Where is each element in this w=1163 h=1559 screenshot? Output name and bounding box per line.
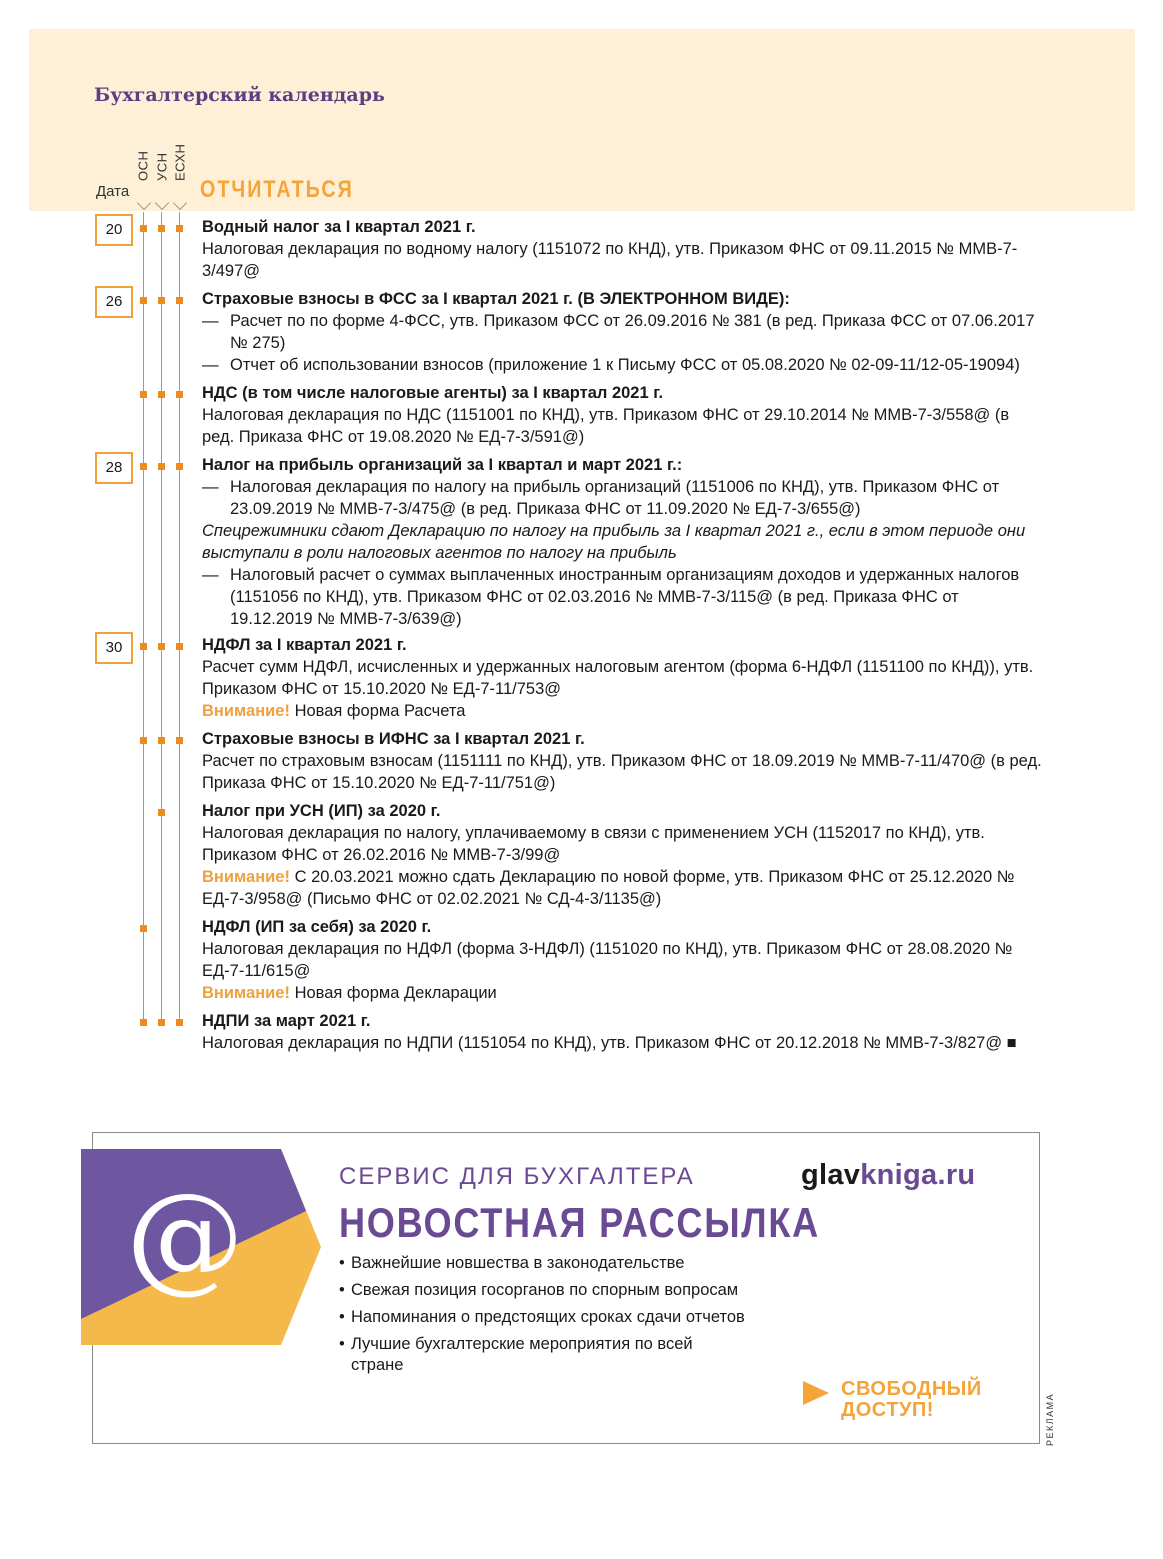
- entry-text: Налоговая декларация по водному налогу (1151072 по КНД), утв. Приказом ФНС от 09.11.2015 № ММВ-7-3/497@: [202, 240, 1018, 280]
- ad-site-link[interactable]: glavkniga.ru: [801, 1159, 976, 1191]
- date-column-header: Дата: [96, 183, 130, 200]
- regime-marker: [158, 225, 165, 232]
- date-box: 26: [95, 286, 133, 318]
- report-heading: ОТЧИТАТЬСЯ: [200, 176, 354, 203]
- entry-list-item: — Налоговая декларация по налогу на прибыль организаций (1151006 по КНД), утв. Приказом ФНС от 23.09.2019 № ММВ-7-3/475@ (в ред. Приказа ФНС от 11.09.2020 № ЕД-7-3/655@): [202, 476, 1042, 520]
- column-line: [179, 212, 180, 1025]
- entry-list-item: — Расчет по по форме 4-ФСС, утв. Приказом ФСС от 26.09.2016 № 381 (в ред. Приказа ФСС от 07.06.2017 № 275): [202, 310, 1042, 354]
- list-item: • Свежая позиция госорганов по спорным вопросам: [339, 1280, 749, 1301]
- regime-marker: [176, 1019, 183, 1026]
- ad-title: НОВОСТНАЯ РАССЫЛКА: [339, 1199, 820, 1246]
- warning-label: Внимание!: [202, 984, 290, 1002]
- regime-marker: [176, 463, 183, 470]
- entry-usn-ip: [202, 800, 1042, 910]
- entry-title: Водный налог за I квартал 2021 г.: [202, 218, 476, 236]
- entry-list-item: — Налоговый расчет о суммах выплаченных иностранным организациям доходов и удержанных налогов (1151056 по КНД), утв. Приказом ФНС от 02.03.2016 № ММВ-7-3/115@ (в ред. Приказа ФНС от 19.12.2019 № ММВ-7-3/639@): [202, 564, 1042, 630]
- regime-marker: [158, 809, 165, 816]
- regime-marker: [140, 737, 147, 744]
- ad-service-label: СЕРВИС ДЛЯ БУХГАЛТЕРА: [339, 1163, 695, 1190]
- regime-marker: [176, 737, 183, 744]
- ad-benefits-list: [339, 1253, 749, 1382]
- entry-title: НДФЛ (ИП за себя) за 2020 г.: [202, 918, 432, 936]
- entry-title: НДФЛ за I квартал 2021 г.: [202, 636, 407, 654]
- regime-marker: [140, 463, 147, 470]
- entry-list-item: — Отчет об использовании взносов (приложение 1 к Письму ФСС от 05.08.2020 № 02-09-11/12-05-19094): [202, 354, 1042, 376]
- regime-marker: [176, 643, 183, 650]
- entry-text: Налоговая декларация по налогу, уплачиваемому в связи с применением УСН (1152017 по КНД), утв. Приказом ФНС от 26.02.2016 № ММВ-7-3/99@: [202, 824, 985, 864]
- regime-marker: [158, 643, 165, 650]
- regime-marker: [140, 225, 147, 232]
- regime-marker: [140, 391, 147, 398]
- regime-marker: [140, 1019, 147, 1026]
- list-item: • Важнейшие новшества в законодательстве: [339, 1253, 749, 1274]
- entry-text: Налоговая декларация по НДФЛ (форма 3-НДФЛ) (1151020 по КНД), утв. Приказом ФНС от 28.08.2020 № ЕД-7-11/615@: [202, 940, 1013, 980]
- ad-disclaimer-label: РЕКЛАМА: [1045, 1392, 1055, 1446]
- warning-text: Новая форма Декларации: [289, 984, 497, 1002]
- regime-header-eshn: ЕСХН: [172, 143, 187, 181]
- regime-header-usn: УСН: [154, 152, 169, 181]
- regime-marker: [140, 925, 147, 932]
- date-box: 30: [95, 632, 133, 664]
- regime-marker: [176, 297, 183, 304]
- list-item: • Лучшие бухгалтерские мероприятия по всей стране: [339, 1334, 749, 1376]
- entry-ndfl-ip: [202, 916, 1042, 1004]
- entry-vat: [202, 382, 1042, 448]
- entry-ndpi: [202, 1010, 1042, 1054]
- date-box: 28: [95, 452, 133, 484]
- regime-marker: [158, 391, 165, 398]
- list-item: • Напоминания о предстоящих сроках сдачи отчетов: [339, 1307, 749, 1328]
- entry-title: Налог на прибыль организаций за I квартал и март 2021 г.:: [202, 456, 683, 474]
- entry-water-tax: [202, 216, 1042, 282]
- entry-text: Налоговая декларация по НДС (1151001 по КНД), утв. Приказом ФНС от 29.10.2014 № ММВ-7-3/558@ (в ред. Приказа ФНС от 19.08.2020 № ЕД-7-3/591@): [202, 406, 1010, 446]
- entry-title: Страховые взносы в ФСС за I квартал 2021 г. (В ЭЛЕКТРОННОМ ВИДЕ):: [202, 290, 790, 308]
- warning-label: Внимание!: [202, 702, 290, 720]
- entry-title: НДС (в том числе налоговые агенты) за I квартал 2021 г.: [202, 384, 664, 402]
- entry-note: Спецрежимники сдают Декларацию по налогу на прибыль за I квартал 2021 г., если в этом периоде они выступали в роли налоговых агентов по налогу на прибыль: [202, 522, 1026, 562]
- regime-marker: [140, 643, 147, 650]
- svg-text:@: @: [126, 1167, 244, 1305]
- entry-insurance-ifns: [202, 728, 1042, 794]
- play-arrow-icon: [803, 1381, 829, 1405]
- header-band: [29, 29, 1135, 211]
- warning-label: Внимание!: [202, 868, 290, 886]
- warning-text: С 20.03.2021 можно сдать Декларацию по новой форме, утв. Приказом ФНС от 25.12.2020 № ЕД-7-3/958@ (Письмо ФНС от 02.02.2021 № СД-4-3/1135@): [202, 868, 1015, 908]
- entry-fss: [202, 288, 1042, 376]
- regime-marker: [158, 737, 165, 744]
- column-line: [161, 212, 162, 1025]
- entry-title: НДПИ за март 2021 г.: [202, 1012, 371, 1030]
- entry-profit-tax: [202, 454, 1042, 630]
- entry-ndfl: [202, 634, 1042, 722]
- regime-marker: [158, 1019, 165, 1026]
- regime-marker: [158, 463, 165, 470]
- entry-text: Расчет сумм НДФЛ, исчисленных и удержанных налоговым агентом (форма 6-НДФЛ (1151100 по КНД)), утв. Приказом ФНС от 15.10.2020 № ЕД-7-11/753@: [202, 658, 1034, 698]
- regime-header-osn: ОСН: [135, 150, 150, 181]
- regime-marker: [158, 297, 165, 304]
- entry-title: Страховые взносы в ИФНС за I квартал 2021 г.: [202, 730, 585, 748]
- column-line: [143, 212, 144, 1025]
- newsletter-ad[interactable]: @ СЕРВИС ДЛЯ БУХГАЛТЕРА glavkniga.ru НОВОСТНАЯ РАССЫЛКА • Важнейшие новшества в законодательстве • Свежая позиция госорганов по спорным вопросам • Напоминания о предстоящих сроках сдачи отчетов • Лучшие бухгалтерские мероприятия по всей стране СВОБОДНЫЙ ДОСТУП!: [92, 1132, 1040, 1444]
- section-title: Бухгалтерский календарь: [94, 84, 385, 106]
- regime-marker: [176, 391, 183, 398]
- entry-text: Налоговая декларация по НДПИ (1151054 по КНД), утв. Приказом ФНС от 20.12.2018 № ММВ-7-3/827@ ■: [202, 1034, 1017, 1052]
- warning-text: Новая форма Расчета: [289, 702, 466, 720]
- date-box: 20: [95, 214, 133, 246]
- at-sign-logo: [81, 1149, 321, 1345]
- regime-marker: [140, 297, 147, 304]
- entry-text: Расчет по страховым взносам (1151111 по КНД), утв. Приказом ФНС от 18.09.2019 № ММВ-7-11/470@ (в ред. Приказа ФНС от 15.10.2020 № ЕД-7-11/751@): [202, 752, 1042, 792]
- entry-title: Налог при УСН (ИП) за 2020 г.: [202, 802, 441, 820]
- regime-marker: [176, 225, 183, 232]
